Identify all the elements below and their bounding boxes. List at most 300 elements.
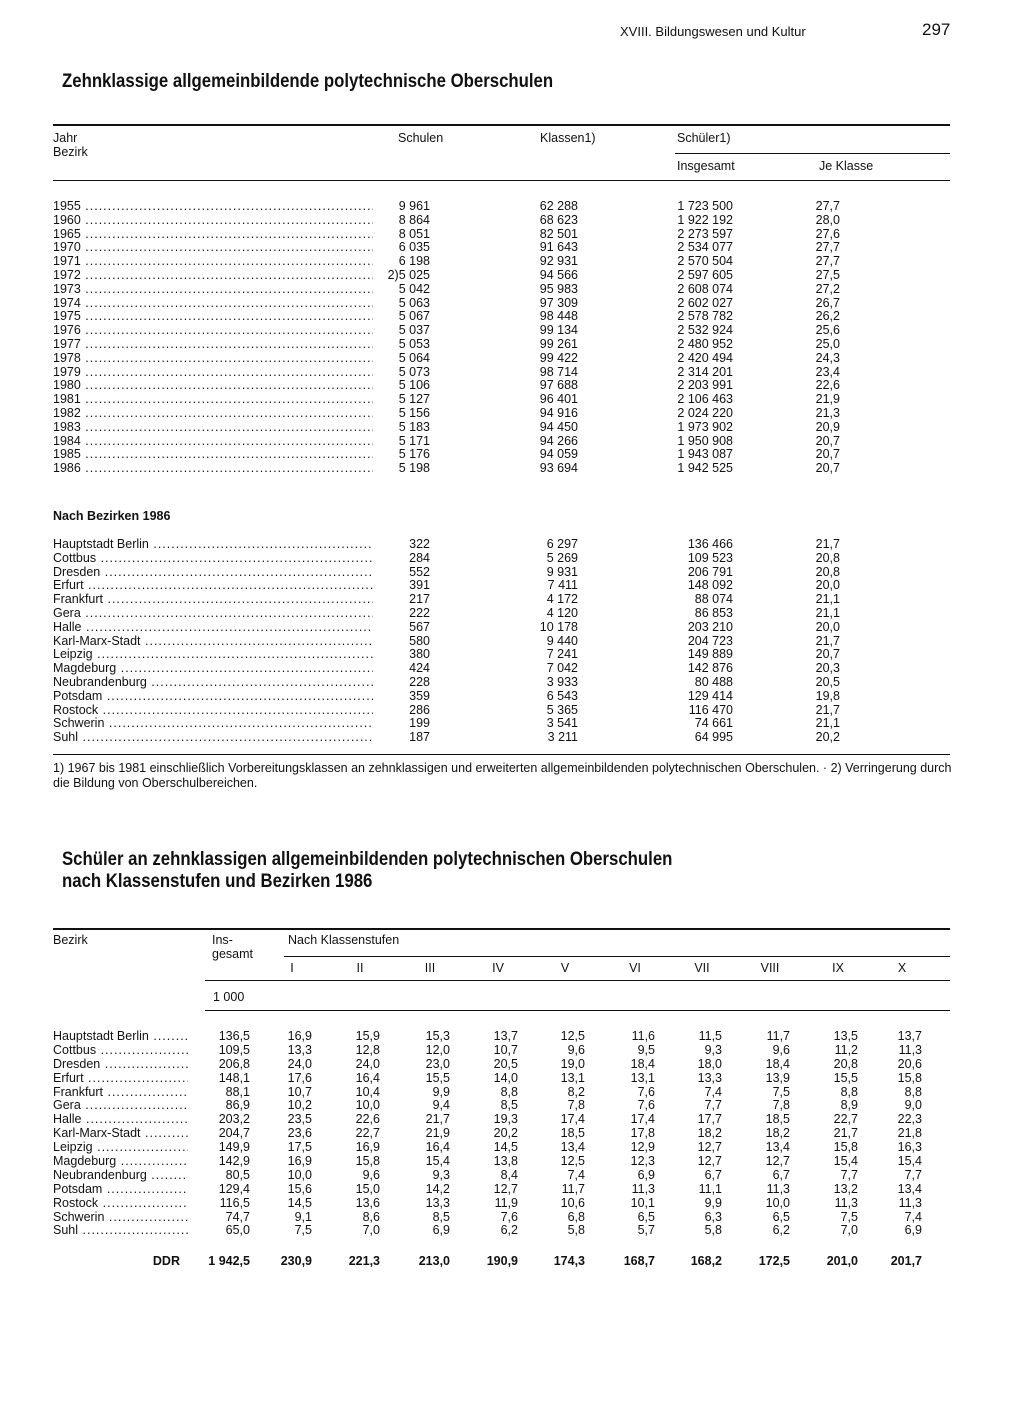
classes-cell: 4 172: [546, 592, 578, 607]
row-label: 1972 .....: [53, 269, 373, 283]
row-label: Halle .....: [53, 621, 373, 635]
per-class-cell: 21,1: [815, 592, 840, 607]
per-class-cell: 20,0: [815, 578, 840, 593]
value-cell: 206,8: [218, 1056, 250, 1071]
pupils-cell: 2 570 504: [677, 254, 733, 269]
table2-grades-rule: [284, 956, 950, 957]
value-cell: 9,9: [704, 1195, 722, 1210]
value-cell: 15,5: [833, 1070, 858, 1085]
row-label: Halle .....: [53, 1113, 188, 1127]
value-cell: 13,7: [897, 1029, 922, 1043]
value-cell: 9,9: [432, 1084, 450, 1099]
pupils-cell: 86 853: [694, 605, 733, 620]
year-row: [0, 393, 1024, 407]
pupils-cell: 2 532 924: [677, 323, 733, 338]
district-row: [0, 538, 1024, 552]
classes-cell: 99 134: [539, 323, 578, 338]
value-cell: 16,9: [287, 1154, 312, 1169]
schools-cell: 424: [409, 661, 430, 676]
value-cell: 11,3: [898, 1042, 922, 1057]
pupils-cell: 1 723 500: [677, 199, 733, 213]
value-cell: 19,3: [493, 1112, 518, 1127]
pupils-cell: 148 092: [687, 578, 733, 593]
pupils-cell: 2 203 991: [677, 378, 733, 393]
district-row: [0, 1155, 1024, 1169]
district-row: [0, 621, 1024, 635]
value-cell: 15,6: [287, 1181, 312, 1196]
per-class-cell: 20,8: [815, 550, 840, 565]
pupils-cell: 1 943 087: [677, 447, 733, 462]
row-label: 1984 .....: [53, 435, 373, 449]
schools-cell: 5 073: [398, 364, 430, 379]
value-cell: 20,8: [833, 1056, 858, 1071]
page-number: 297: [922, 20, 951, 39]
row-label: 1971 .....: [53, 255, 373, 269]
classes-cell: 6 297: [546, 537, 578, 551]
classes-cell: 94 916: [539, 405, 578, 420]
row-label: Dresden .....: [53, 566, 373, 580]
table2-total-value: 190,9: [486, 1254, 518, 1268]
per-class-cell: 25,0: [815, 336, 840, 351]
per-class-cell: 19,8: [815, 688, 840, 703]
per-class-cell: 20,7: [815, 647, 840, 662]
value-cell: 9,5: [637, 1042, 655, 1057]
per-class-cell: 24,3: [815, 350, 840, 365]
value-cell: 7,6: [637, 1084, 655, 1099]
row-label: Hauptstadt Berlin .....: [53, 1030, 188, 1044]
value-cell: 8,5: [500, 1098, 518, 1113]
value-cell: 16,9: [355, 1140, 380, 1155]
table1-col-total: Insgesamt: [677, 159, 735, 173]
row-label: Potsdam .....: [53, 1183, 188, 1197]
pupils-cell: 203 210: [687, 619, 733, 634]
pupils-cell: 109 523: [687, 550, 733, 565]
value-cell: 10,1: [630, 1195, 655, 1210]
value-cell: 6,5: [772, 1209, 790, 1224]
value-cell: 18,4: [765, 1056, 790, 1071]
district-row: [0, 676, 1024, 690]
value-cell: 15,4: [425, 1154, 450, 1169]
value-cell: 10,7: [287, 1084, 312, 1099]
district-row: [0, 607, 1024, 621]
schools-cell: 5 156: [398, 405, 430, 420]
value-cell: 7,5: [772, 1084, 790, 1099]
value-cell: 14,2: [425, 1181, 450, 1196]
classes-cell: 3 541: [546, 716, 578, 731]
value-cell: 17,4: [630, 1112, 655, 1127]
value-cell: 7,5: [840, 1209, 858, 1224]
value-cell: 18,2: [765, 1126, 790, 1141]
value-cell: 86,9: [225, 1098, 250, 1113]
value-cell: 7,6: [500, 1209, 518, 1224]
district-row: [0, 1099, 1024, 1113]
value-cell: 13,3: [425, 1195, 450, 1210]
value-cell: 16,4: [355, 1070, 380, 1085]
pupils-cell: 116 470: [688, 702, 733, 717]
schools-cell: 5 064: [398, 350, 430, 365]
value-cell: 129,4: [218, 1181, 250, 1196]
value-cell: 13,4: [897, 1181, 922, 1196]
table2-total-value: 174,3: [553, 1254, 585, 1268]
table2-total-value: 221,3: [348, 1254, 380, 1268]
value-cell: 24,0: [355, 1056, 380, 1071]
classes-cell: 3 211: [547, 730, 578, 745]
grade-header: X: [897, 961, 907, 975]
row-label: Magdeburg .....: [53, 1155, 188, 1169]
value-cell: 15,0: [355, 1181, 380, 1196]
grade-header: II: [356, 961, 364, 975]
value-cell: 21,7: [425, 1112, 450, 1127]
per-class-cell: 22,6: [815, 378, 840, 393]
row-label: Magdeburg .....: [53, 662, 373, 676]
district-row: [0, 731, 1024, 745]
value-cell: 15,5: [425, 1070, 450, 1085]
value-cell: 8,9: [840, 1098, 858, 1113]
year-row: [0, 462, 1024, 476]
classes-cell: 97 688: [539, 378, 578, 393]
district-row: [0, 1127, 1024, 1141]
pupils-cell: 2 420 494: [677, 350, 733, 365]
pupils-cell: 2 106 463: [677, 392, 733, 407]
year-row: [0, 255, 1024, 269]
value-cell: 7,6: [637, 1098, 655, 1113]
value-cell: 22,3: [897, 1112, 922, 1127]
row-label: Schwerin .....: [53, 717, 373, 731]
schools-cell: 5 198: [398, 461, 430, 476]
table1-title: Zehnklassige allgemeinbildende polytechnische Oberschulen: [62, 70, 554, 92]
grade-header: VI: [629, 961, 641, 975]
per-class-cell: 21,1: [815, 605, 840, 620]
value-cell: 7,7: [840, 1167, 858, 1182]
value-cell: 8,2: [567, 1084, 585, 1099]
per-class-cell: 20,2: [815, 730, 840, 745]
district-row: [0, 593, 1024, 607]
district-row: [0, 1197, 1024, 1211]
row-label: Gera .....: [53, 607, 373, 621]
per-class-cell: 20,3: [815, 661, 840, 676]
per-class-cell: 20,9: [815, 419, 840, 434]
year-row: [0, 379, 1024, 393]
value-cell: 13,6: [355, 1195, 380, 1210]
table1-header-rule: [53, 180, 950, 181]
value-cell: 5,7: [637, 1223, 655, 1238]
row-label: Suhl .....: [53, 1224, 188, 1238]
row-label: 1983 .....: [53, 421, 373, 435]
schools-cell: 9 961: [398, 199, 430, 213]
value-cell: 18,2: [697, 1126, 722, 1141]
value-cell: 11,7: [561, 1181, 585, 1196]
grade-header: IV: [492, 961, 504, 975]
value-cell: 22,6: [355, 1112, 380, 1127]
value-cell: 12,8: [355, 1042, 380, 1057]
schools-cell: 5 171: [398, 433, 430, 448]
district-row: [0, 1030, 1024, 1044]
classes-cell: 95 983: [539, 281, 578, 296]
value-cell: 16,3: [897, 1140, 922, 1155]
value-cell: 13,8: [493, 1154, 518, 1169]
pupils-cell: 2 480 952: [677, 336, 733, 351]
pupils-cell: 2 273 597: [677, 226, 733, 241]
table1-district-rows: [0, 538, 1024, 745]
value-cell: 15,8: [833, 1140, 858, 1155]
value-cell: 12,7: [697, 1140, 722, 1155]
classes-cell: 82 501: [539, 226, 578, 241]
value-cell: 9,0: [904, 1098, 922, 1113]
table2-total-row: [0, 1254, 1024, 1269]
pupils-cell: 88 074: [694, 592, 733, 607]
table1-bottom-rule: [53, 754, 950, 755]
year-row: [0, 421, 1024, 435]
row-label: Potsdam .....: [53, 690, 373, 704]
schools-cell: 6 198: [398, 254, 430, 269]
schools-cell: 380: [409, 647, 430, 662]
pupils-cell: 74 661: [694, 716, 733, 731]
value-cell: 7,7: [704, 1098, 722, 1113]
district-row: [0, 704, 1024, 718]
table2-total-value: 172,5: [758, 1254, 790, 1268]
year-row: [0, 228, 1024, 242]
value-cell: 148,1: [218, 1070, 250, 1085]
value-cell: 18,5: [560, 1126, 585, 1141]
schools-cell: 580: [409, 633, 430, 648]
district-row: [0, 1211, 1024, 1225]
per-class-cell: 20,7: [815, 447, 840, 462]
pupils-cell: 2 597 605: [677, 267, 733, 282]
district-row: [0, 579, 1024, 593]
schools-cell: 284: [409, 550, 430, 565]
value-cell: 11,7: [766, 1029, 790, 1043]
year-row: [0, 324, 1024, 338]
value-cell: 11,6: [631, 1029, 655, 1043]
classes-cell: 98 714: [539, 364, 578, 379]
pupils-cell: 136 466: [687, 537, 733, 551]
row-label: Hauptstadt Berlin .....: [53, 538, 373, 552]
table2-rows: [0, 1030, 1024, 1238]
year-row: [0, 407, 1024, 421]
value-cell: 16,9: [287, 1029, 312, 1043]
per-class-cell: 21,3: [815, 405, 840, 420]
value-cell: 12,5: [560, 1029, 585, 1043]
pupils-cell: 2 578 782: [677, 309, 733, 324]
table2-total-value: 201,7: [890, 1254, 922, 1268]
value-cell: 80,5: [225, 1167, 250, 1182]
per-class-cell: 20,5: [815, 674, 840, 689]
district-row: [0, 1058, 1024, 1072]
value-cell: 21,7: [833, 1126, 858, 1141]
value-cell: 22,7: [355, 1126, 380, 1141]
table1-col-classes: Klassen1): [540, 131, 596, 145]
table1-col-per-class: Je Klasse: [819, 159, 874, 173]
value-cell: 6,7: [704, 1167, 722, 1182]
year-row: [0, 352, 1024, 366]
value-cell: 142,9: [218, 1154, 250, 1169]
per-class-cell: 27,7: [815, 199, 840, 213]
table2-total-value: 213,0: [418, 1254, 450, 1268]
row-label: Leipzig .....: [53, 1141, 188, 1155]
schools-cell: 199: [409, 716, 430, 731]
value-cell: 10,4: [355, 1084, 380, 1099]
district-row: [0, 1183, 1024, 1197]
row-label: Frankfurt .....: [53, 1086, 188, 1100]
classes-cell: 9 440: [546, 633, 578, 648]
pupils-cell: 1 973 902: [677, 419, 733, 434]
year-row: [0, 200, 1024, 214]
value-cell: 6,9: [637, 1167, 655, 1182]
district-row: [0, 566, 1024, 580]
value-cell: 8,5: [432, 1209, 450, 1224]
value-cell: 12,7: [697, 1154, 722, 1169]
value-cell: 17,4: [560, 1112, 585, 1127]
pupils-cell: 2 314 201: [677, 364, 733, 379]
table2-total-value: 168,7: [623, 1254, 655, 1268]
classes-cell: 62 288: [539, 199, 578, 213]
value-cell: 13,1: [630, 1070, 655, 1085]
value-cell: 13,3: [287, 1042, 312, 1057]
table2-title: [62, 848, 672, 892]
value-cell: 13,9: [765, 1070, 790, 1085]
value-cell: 15,8: [355, 1154, 380, 1169]
district-row: [0, 717, 1024, 731]
classes-cell: 3 933: [546, 674, 578, 689]
pupils-cell: 149 889: [687, 647, 733, 662]
table2-title-line2: nach Klassenstufen und Bezirken 1986: [62, 870, 373, 892]
classes-cell: 94 059: [539, 447, 578, 462]
district-row: [0, 1044, 1024, 1058]
value-cell: 9,6: [362, 1167, 380, 1182]
value-cell: 9,6: [567, 1042, 585, 1057]
value-cell: 6,9: [432, 1223, 450, 1238]
classes-cell: 7 042: [546, 661, 578, 676]
value-cell: 13,5: [833, 1029, 858, 1043]
classes-cell: 7 241: [546, 647, 578, 662]
value-cell: 11,3: [766, 1181, 790, 1196]
row-label: 1965 .....: [53, 228, 373, 242]
table1-top-rule: [53, 124, 950, 126]
value-cell: 5,8: [567, 1223, 585, 1238]
per-class-cell: 26,2: [815, 309, 840, 324]
classes-cell: 68 623: [539, 212, 578, 227]
pupils-cell: 1 950 908: [677, 433, 733, 448]
value-cell: 7,8: [772, 1098, 790, 1113]
row-label: Rostock .....: [53, 704, 373, 718]
row-label: 1970 .....: [53, 241, 373, 255]
value-cell: 9,4: [432, 1098, 450, 1113]
schools-cell: 5 176: [398, 447, 430, 462]
grade-header: IX: [832, 961, 844, 975]
district-row: [0, 1141, 1024, 1155]
value-cell: 21,8: [897, 1126, 922, 1141]
value-cell: 18,4: [630, 1056, 655, 1071]
grade-header: V: [560, 961, 570, 975]
classes-cell: 6 543: [546, 688, 578, 703]
per-class-cell: 20,8: [815, 564, 840, 579]
year-row: [0, 338, 1024, 352]
value-cell: 14,5: [493, 1140, 518, 1155]
value-cell: 7,4: [567, 1167, 585, 1182]
row-label: Cottbus .....: [53, 552, 373, 566]
row-label: Karl-Marx-Stadt .....: [53, 635, 373, 649]
row-label: 1974 .....: [53, 297, 373, 311]
value-cell: 6,9: [904, 1223, 922, 1238]
value-cell: 10,0: [765, 1195, 790, 1210]
schools-cell: 6 035: [398, 240, 430, 255]
pupils-cell: 2 024 220: [677, 405, 733, 420]
district-row: [0, 662, 1024, 676]
value-cell: 12,9: [630, 1140, 655, 1155]
pupils-cell: 1 942 525: [677, 461, 733, 476]
classes-cell: 9 931: [546, 564, 578, 579]
row-label: Neubrandenburg .....: [53, 1169, 188, 1183]
classes-cell: 91 643: [539, 240, 578, 255]
row-label: Gera .....: [53, 1099, 188, 1113]
value-cell: 6,2: [772, 1223, 790, 1238]
schools-cell: 222: [409, 605, 430, 620]
table2-col-grades: Nach Klassenstufen: [288, 933, 400, 947]
classes-cell: 5 365: [546, 702, 578, 717]
per-class-cell: 27,7: [815, 254, 840, 269]
table1-district-heading: Nach Bezirken 1986: [53, 509, 171, 523]
value-cell: 23,0: [425, 1056, 450, 1071]
row-label: 1960 .....: [53, 214, 373, 228]
district-row: [0, 1072, 1024, 1086]
row-label: 1973 .....: [53, 283, 373, 297]
value-cell: 11,9: [494, 1195, 518, 1210]
row-label: 1975 .....: [53, 310, 373, 324]
schools-cell: 5 183: [398, 419, 430, 434]
value-cell: 16,4: [425, 1140, 450, 1155]
value-cell: 13,4: [560, 1140, 585, 1155]
year-row: [0, 297, 1024, 311]
pupils-cell: 2 602 027: [677, 295, 733, 310]
value-cell: 11,3: [631, 1181, 655, 1196]
value-cell: 15,8: [897, 1070, 922, 1085]
value-cell: 116,5: [219, 1195, 250, 1210]
value-cell: 10,6: [560, 1195, 585, 1210]
schools-cell: 5 063: [398, 295, 430, 310]
row-label: 1986 .....: [53, 462, 373, 476]
value-cell: 23,5: [287, 1112, 312, 1127]
pupils-cell: 206 791: [687, 564, 733, 579]
value-cell: 17,5: [287, 1140, 312, 1155]
value-cell: 22,7: [833, 1112, 858, 1127]
row-label: Leipzig .....: [53, 648, 373, 662]
classes-cell: 97 309: [539, 295, 578, 310]
value-cell: 10,7: [493, 1042, 518, 1057]
pupils-cell: 204 723: [687, 633, 733, 648]
district-row: [0, 690, 1024, 704]
district-row: [0, 1113, 1024, 1127]
table2-col-total-2: gesamt: [212, 947, 253, 961]
classes-cell: 94 450: [539, 419, 578, 434]
schools-cell: 228: [409, 674, 430, 689]
value-cell: 20,2: [493, 1126, 518, 1141]
row-label: Dresden .....: [53, 1058, 188, 1072]
value-cell: 8,6: [362, 1209, 380, 1224]
schools-cell: 187: [409, 730, 430, 745]
schools-cell: 217: [409, 592, 430, 607]
value-cell: 20,5: [493, 1056, 518, 1071]
value-cell: 12,5: [560, 1154, 585, 1169]
grade-header: I: [290, 961, 294, 975]
schools-cell: 567: [409, 619, 430, 634]
schools-cell: 5 127: [398, 392, 430, 407]
table2-top-rule: [53, 928, 950, 930]
table1-col-schools: Schulen: [398, 131, 444, 145]
pupils-cell: 129 414: [687, 688, 733, 703]
value-cell: 13,3: [697, 1070, 722, 1085]
value-cell: 7,0: [840, 1223, 858, 1238]
value-cell: 17,7: [697, 1112, 722, 1127]
